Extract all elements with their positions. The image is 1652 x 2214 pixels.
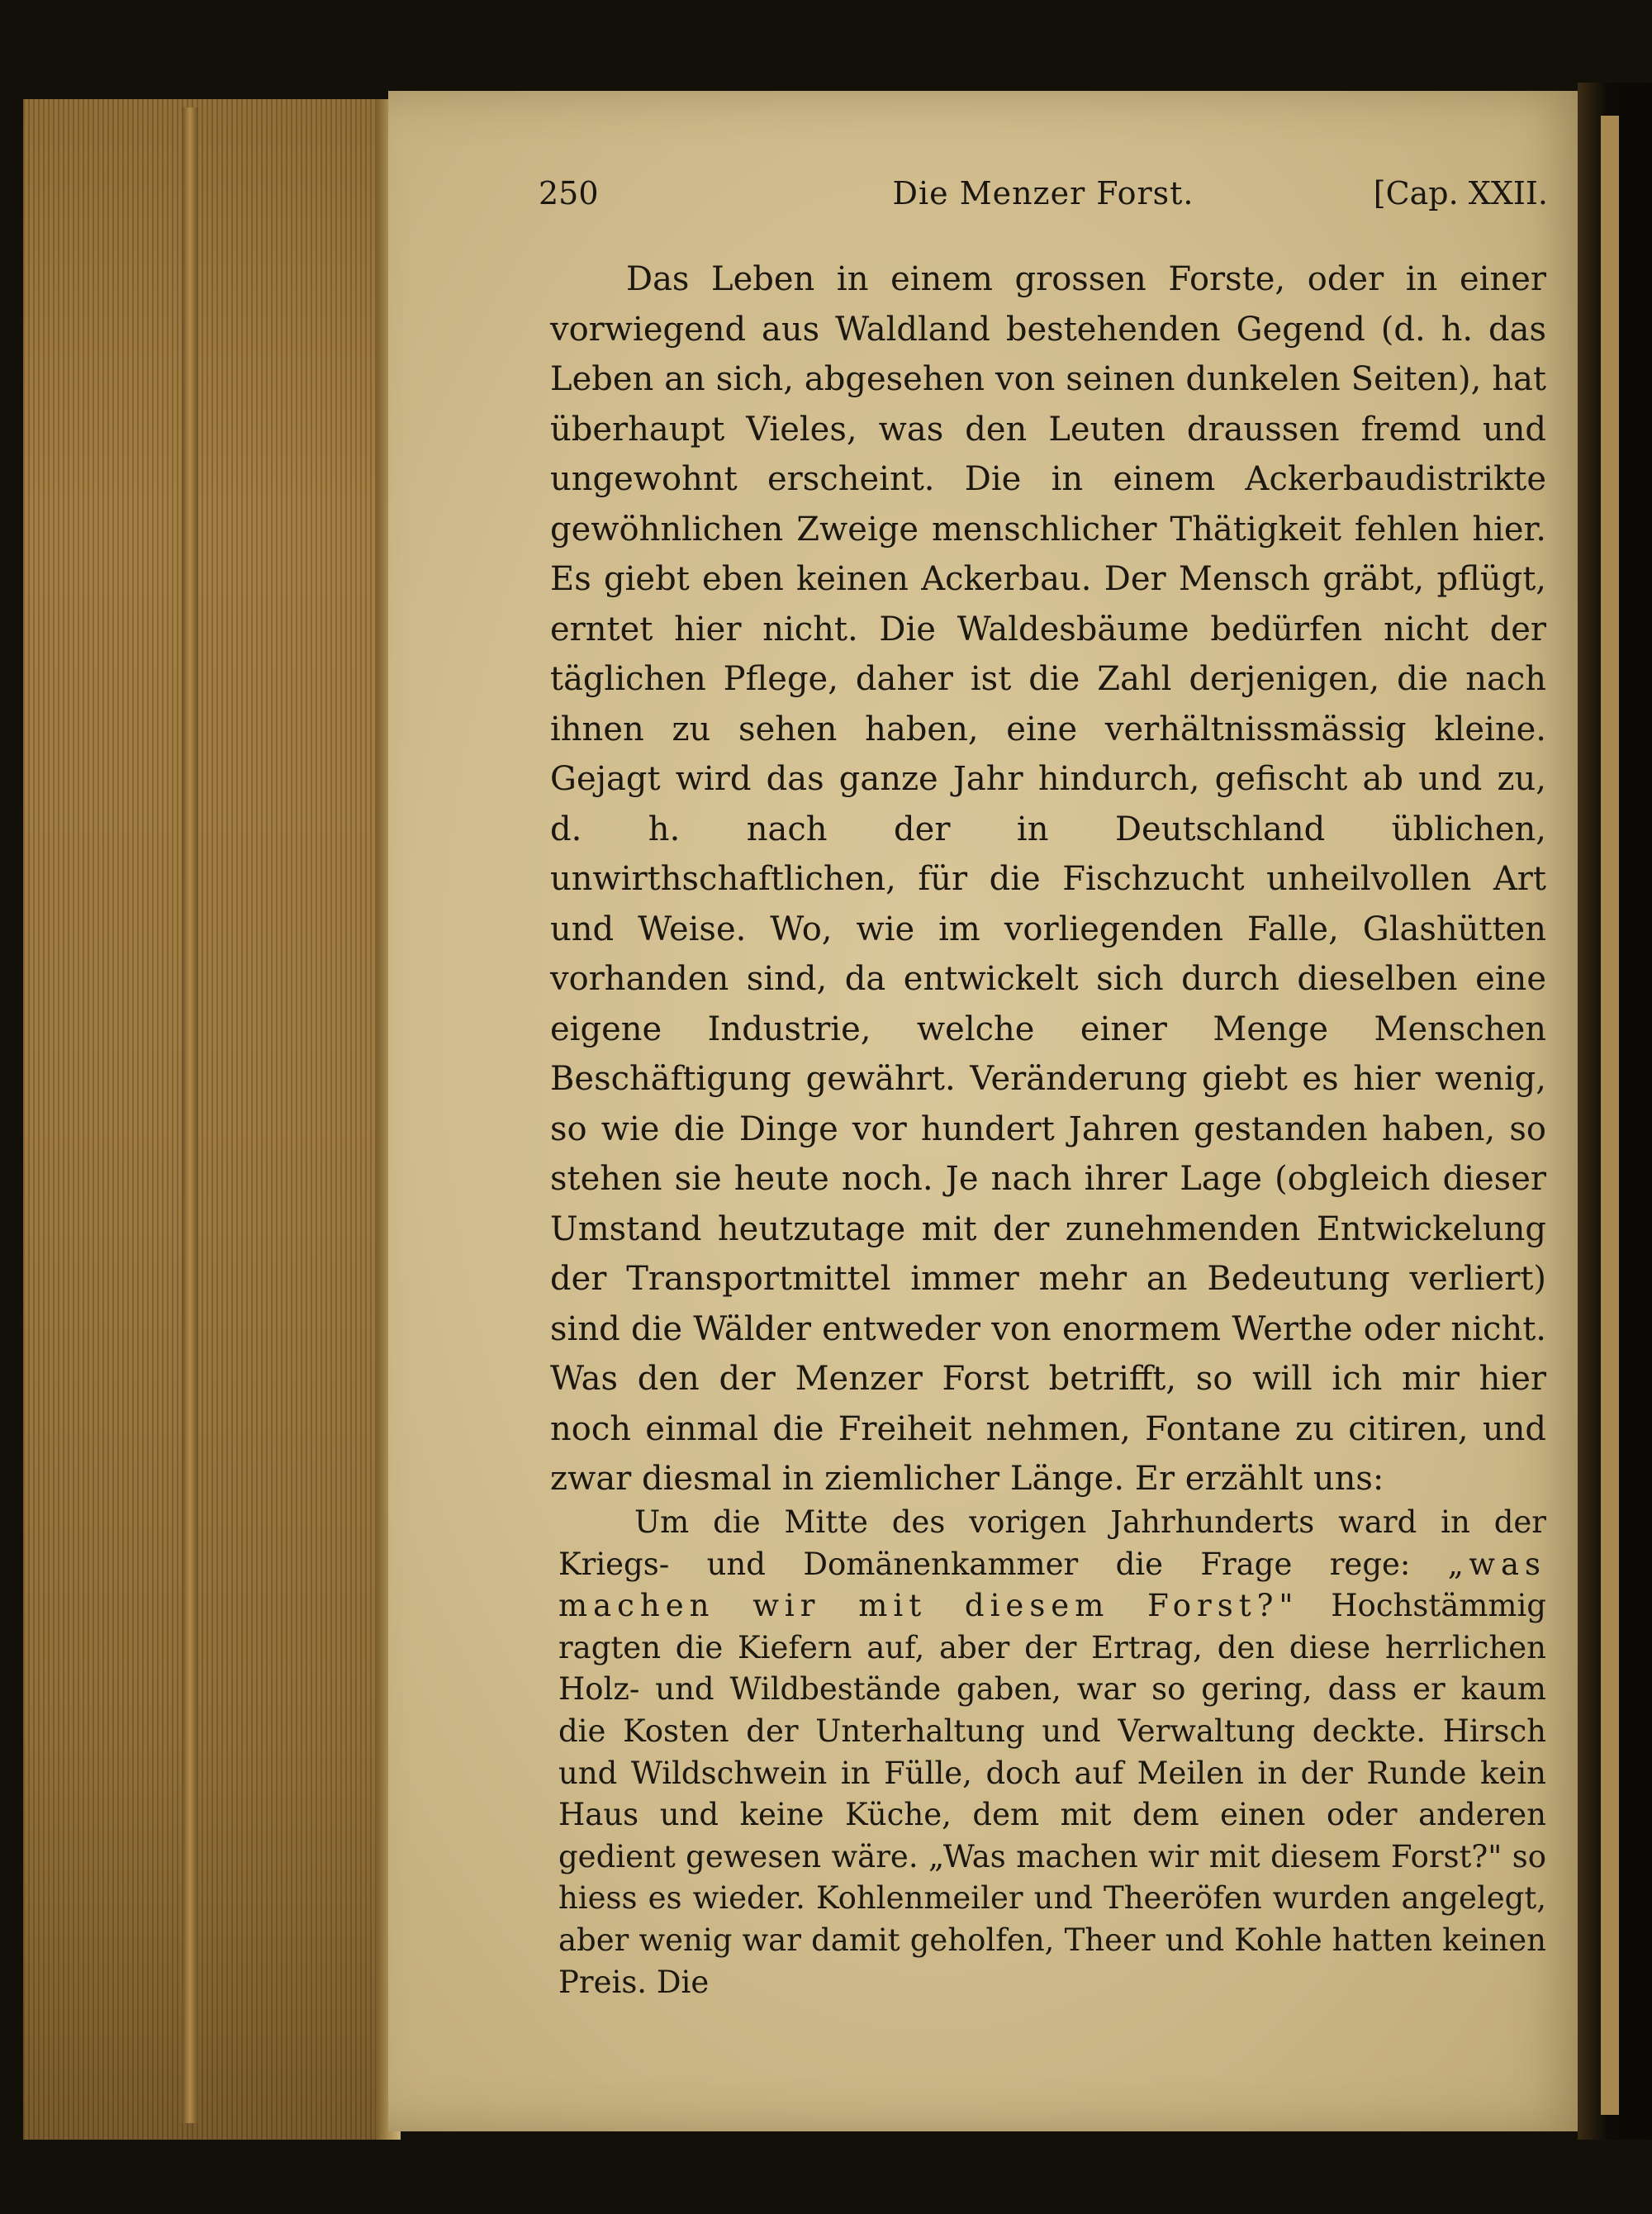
next-page-sliver	[1601, 116, 1619, 2115]
quoted-paragraph	[558, 1502, 1546, 2003]
page-header	[539, 175, 1548, 225]
book-edge-band	[182, 107, 198, 2123]
chapter-label: [Cap. XXII.	[1373, 175, 1548, 211]
quote-spaced-question: „was machen wir mit diesem Forst?"	[558, 1546, 1546, 1624]
quote-text-part-2: Hochstämmig ragten die Kiefern auf, aber der Ertrag, den diese herrlichen Holz- und Wildbestände gaben, war so gering, dass er kaum die Kosten der Unterhaltung und Verwaltung deckte. Hirsch und Wildschwein in Fülle, doch auf Meilen in der Runde kein Haus und keine Küche, dem mit dem einen oder anderen gedient gewesen wäre. „Was machen wir mit diesem Forst?" so hiess es wieder. Kohlenmeiler und Theeröfen wurden angelegt, aber wenig war damit geholfen, Theer und Kohle hatten keinen Preis. Die	[558, 1588, 1546, 2000]
page-number: 250	[539, 175, 599, 211]
book-page-edges	[23, 99, 387, 2140]
quote-text-part-1: Um die Mitte des vorigen Jahrhunderts ward in der Kriegs- und Domänenkammer die Frage rege:	[558, 1504, 1546, 1582]
body-paragraph: Das Leben in einem grossen Forste, oder in einer vorwiegend aus Waldland bestehenden Gegend (d. h. das Leben an sich, abgesehen von seinen dunkelen Seiten), hat überhaupt Vieles, was den Leuten draussen fremd und ungewohnt erscheint. Die in einem Ackerbaudistrikte gewöhnlichen Zweige menschlicher Thätigkeit fehlen hier. Es giebt eben keinen Ackerbau. Der Mensch gräbt, pflügt, erntet hier nicht. Die Waldesbäume bedürfen nicht der täglichen Pflege, daher ist die Zahl derjenigen, die nach ihnen zu sehen haben, eine verhältnissmässig kleine. Gejagt wird das ganze Jahr hindurch, gefischt ab und zu, d. h. nach der in Deutschland üblichen, unwirthschaftlichen, für die Fischzucht unheilvollen Art und Weise. Wo, wie im vorliegenden Falle, Glashütten vorhanden sind, da entwickelt sich durch dieselben eine eigene Industrie, welche einer Menge Menschen Beschäftigung gewährt. Veränderung giebt es hier wenig, so wie die Dinge vor hundert Jahren gestanden haben, so stehen sie heute noch. Je nach ihrer Lage (obgleich dieser Umstand heutzutage mit der zunehmenden Entwickelung der Transportmittel immer mehr an Bedeutung verliert) sind die Wälder entweder von enormem Werthe oder nicht. Was den der Menzer Forst betrifft, so will ich mir hier noch einmal die Freiheit nehmen, Fontane zu citiren, und zwar diesmal in ziemlicher Länge. Er erzählt uns:	[550, 260, 1546, 1498]
running-title: Die Menzer Forst.	[892, 175, 1194, 211]
